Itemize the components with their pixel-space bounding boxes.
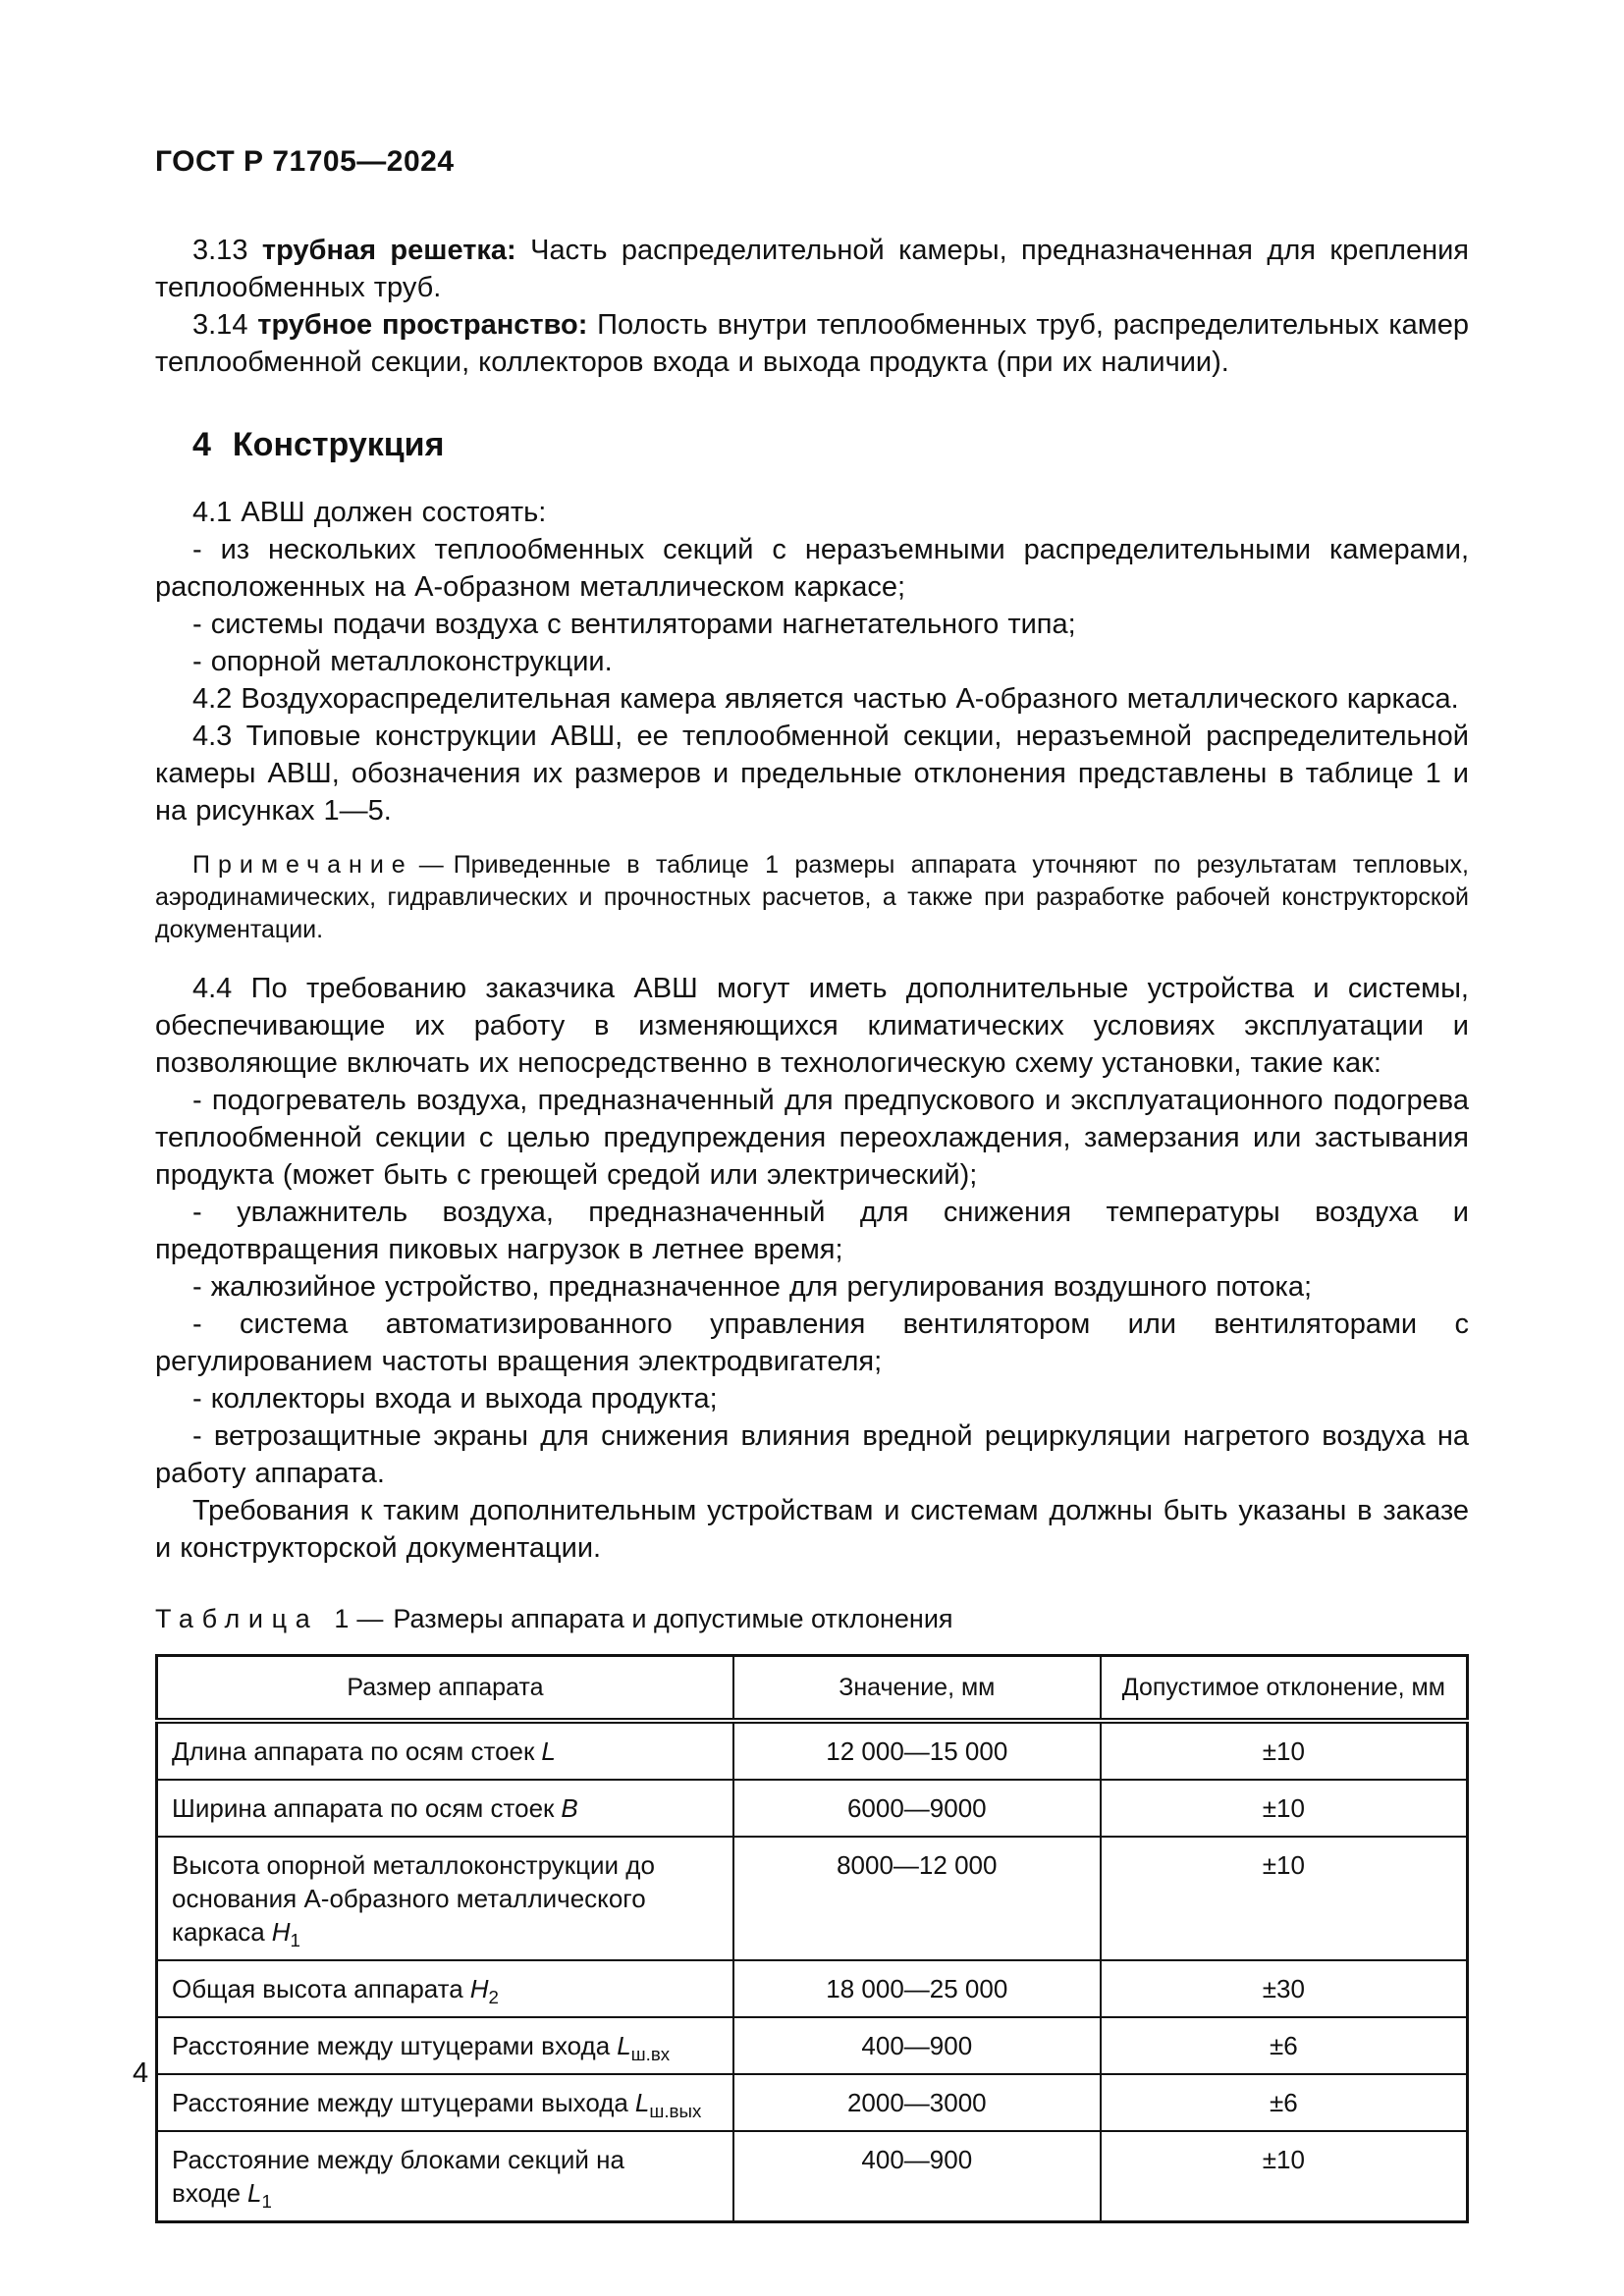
section-number: 4	[192, 426, 211, 463]
cell-size	[157, 1780, 733, 1837]
cell-size	[157, 2131, 733, 2222]
cell-size	[157, 2074, 733, 2131]
cell-value: 12 000—15 000	[733, 1721, 1101, 1780]
clause-4-4-item: - ветрозащитные экраны для снижения влияния вредной рециркуляции нагретого воздуха на работу аппарата.	[155, 1420, 1469, 1489]
size-symbol: $L_1$	[247, 2178, 272, 2213]
table-row	[157, 1721, 1468, 1780]
cell-value: 6000—9000	[733, 1780, 1101, 1837]
table-row	[157, 1960, 1468, 2017]
cell-tolerance: ±10	[1101, 1721, 1468, 1780]
cell-size	[157, 2017, 733, 2074]
clause-4-1-item: - системы подачи воздуха с вентиляторами нагнетательного типа;	[192, 609, 1076, 640]
term-definition: Часть распределительной камеры, предназначенная для крепления теплообменных труб.	[155, 235, 1470, 303]
cell-value: 8000—12 000	[733, 1837, 1101, 1960]
cell-tolerance: ±30	[1101, 1960, 1468, 2017]
cell-size	[157, 1837, 733, 1960]
cell-size	[157, 1721, 733, 1780]
table-row	[157, 2017, 1468, 2074]
cell-tolerance: ±10	[1101, 1780, 1468, 1837]
cell-tolerance: ±10	[1101, 2131, 1468, 2222]
cell-tolerance: ±6	[1101, 2074, 1468, 2131]
clause-4-4-item: - увлажнитель воздуха, предназначенный для снижения температуры воздуха и предотвращения пиковых нагрузок в летнее время;	[155, 1197, 1469, 1265]
term-name: трубное пространство:	[257, 309, 588, 341]
column-header-tolerance: Допустимое отклонение, мм	[1101, 1656, 1468, 1722]
table-header-row	[157, 1656, 1468, 1722]
running-header: ГОСТ Р 71705—2024	[155, 145, 455, 178]
size-text: Длина аппарата по осям стоек	[172, 1736, 535, 1766]
size-text: Расстояние между штуцерами входа	[172, 2031, 611, 2060]
clause-4-4-item: - коллекторы входа и выхода продукта;	[192, 1383, 718, 1415]
size-symbol: L	[541, 1736, 556, 1766]
size-symbol: $L_{ш.вых}$	[634, 2088, 702, 2122]
size-symbol: $L_{ш.вх}$	[617, 2031, 671, 2065]
clause-4-1-item: - из нескольких теплообменных секций с неразъемными распределительными камерами, расположенных на А-образном металлическом каркасе;	[155, 534, 1469, 603]
cell-value: 18 000—25 000	[733, 1960, 1101, 2017]
size-symbol: $H_1$	[271, 1917, 300, 1951]
term-definition: Полость внутри теплообменных труб, распределительных камер теплообменной секции, коллекторов входа и выхода продукта (при их наличии).	[155, 309, 1469, 378]
clause-4-4-item: - подогреватель воздуха, предназначенный для предпускового и эксплуатационного подогрева теплообменной секции с целью предупреждения переохлаждения, замерзания или застывания продукта (может быть с греющей средой или электрический);	[155, 1085, 1469, 1191]
size-symbol: B	[561, 1793, 578, 1823]
term-3-13	[155, 232, 1469, 306]
note	[155, 849, 1469, 946]
table-caption-number: 1	[334, 1604, 350, 1633]
term-3-14	[155, 306, 1469, 381]
term-number: 3.13	[192, 235, 248, 266]
cell-value: 2000—3000	[733, 2074, 1101, 2131]
size-symbol: $H_2$	[469, 1974, 499, 2008]
size-text: Расстояние между штуцерами выхода	[172, 2088, 628, 2117]
column-header-value: Значение, мм	[733, 1656, 1101, 1722]
dimensions-table	[155, 1654, 1469, 2223]
clause-4-1-item: - опорной металлоконструкции.	[192, 646, 613, 677]
note-label: Примечание	[192, 851, 413, 879]
page-content	[155, 145, 1469, 2223]
page-number: 4	[133, 2057, 149, 2089]
note-text: Приведенные в таблице 1 размеры аппарата уточняют по результатам тепловых, аэродинамических, гидравлических и прочностных расчетов, а также при разработке рабочей конструкторской документации.	[155, 851, 1469, 943]
term-number: 3.14	[192, 309, 248, 341]
table-caption-label: Таблица	[155, 1604, 319, 1633]
section-heading	[192, 426, 1469, 464]
cell-size	[157, 1960, 733, 2017]
table-caption-title: Размеры аппарата и допустимые отклонения	[393, 1604, 953, 1633]
column-header-size: Размер аппарата	[157, 1656, 733, 1722]
cell-tolerance: ±10	[1101, 1837, 1468, 1960]
clause-4-1: 4.1 АВШ должен состоять:	[192, 497, 547, 528]
table-row	[157, 1837, 1468, 1960]
size-text: Высота опорной металлоконструкции до основания А-образного металлического каркаса	[172, 1850, 655, 1947]
size-text: Расстояние между блоками секций на входе	[172, 2145, 624, 2208]
clause-4-2: 4.2 Воздухораспределительная камера является частью А-образного металлического каркаса.	[192, 683, 1459, 715]
table-caption	[155, 1604, 1469, 1634]
table-row	[157, 2074, 1468, 2131]
cell-tolerance: ±6	[1101, 2017, 1468, 2074]
size-text: Ширина аппарата по осям стоек	[172, 1793, 555, 1823]
section-title: Конструкция	[232, 426, 445, 463]
note-dash: —	[418, 851, 444, 879]
clause-4-4-item: - жалюзийное устройство, предназначенное для регулирования воздушного потока;	[192, 1271, 1313, 1303]
clause-4-3: 4.3 Типовые конструкции АВШ, ее теплообменной секции, неразъемной распределительной камеры АВШ, обозначения их размеров и предельные отклонения представлены в таблице 1 и на рисунках 1—5.	[155, 721, 1469, 827]
term-name: трубная решетка:	[261, 235, 516, 266]
clause-4-4-final: Требования к таким дополнительным устройствам и системам должны быть указаны в заказе и конструкторской документации.	[155, 1495, 1469, 1564]
size-text: Общая высота аппарата	[172, 1974, 463, 2003]
table-row	[157, 2131, 1468, 2222]
clause-4-4: 4.4 По требованию заказчика АВШ могут иметь дополнительные устройства и системы, обеспечивающие их работу в изменяющихся климатических условиях эксплуатации и позволяющие включать их непосредственно в технологическую схему установки, такие как:	[155, 973, 1469, 1079]
table-row	[157, 1780, 1468, 1837]
table-caption-dash: —	[356, 1604, 384, 1633]
clause-4-4-item: - система автоматизированного управления вентилятором или вентиляторами с регулированием частоты вращения электродвигателя;	[155, 1308, 1469, 1377]
cell-value: 400—900	[733, 2131, 1101, 2222]
cell-value: 400—900	[733, 2017, 1101, 2074]
